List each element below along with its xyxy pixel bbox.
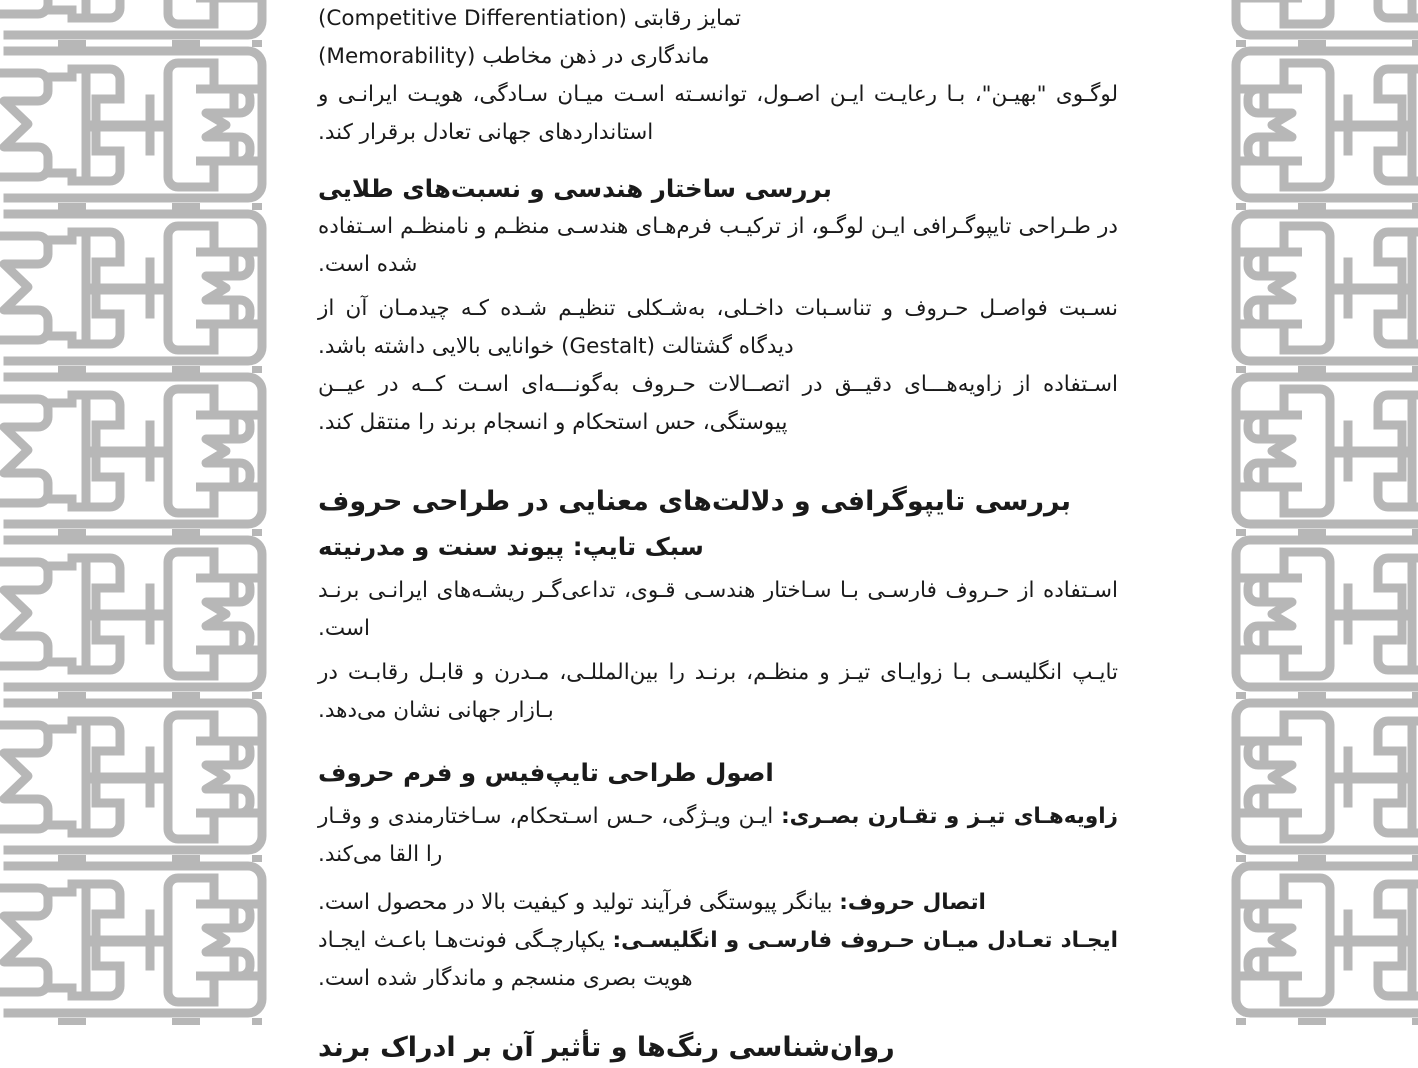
bullet-memorability: ماندگاری در ذهن مخاطب (Memorability) (318, 44, 710, 69)
subheading-type-style: سبک تایپ: پیوند سنت و مدرنیته (318, 532, 704, 561)
list-item-script-balance-label: ایجـاد تعـادل میـان حـروف فارسـی و انگلیسـی: (612, 928, 1118, 953)
document-page (18, 0, 1418, 1063)
list-item-sharp-angles-text: ایـن ویـژگی، حـس اسـتحکام، سـاختارمندی و وقـار را القا می‌کند. (318, 804, 782, 867)
bullet-competitive-differentiation: تمایز رقابتی (Competitive Differentiation) (318, 6, 742, 31)
heading-color-psychology: روان‌شناسی رنگ‌ها و تأثیر آن بر ادراک برند (318, 1032, 895, 1063)
list-item-letter-connection-text: بیانگر پیوستگی فرآیند تولید و کیفیت بالا در محصول است. (318, 890, 840, 915)
paragraph-logo-behin: لوگـوی "بهیـن"، بـا رعایـت ایـن اصـول، توانسـته اسـت میـان سـادگی، هویـت ایرانـی و استانداردهای جهانی تعادل برقرار کند. (318, 82, 1118, 145)
paragraph-style-2: تایـپ انگلیسـی بـا زوایـای تیـز و منظـم، برنـد را بین‌المللـی، مـدرن و قابـل رقابـت در بـازار جهانی نشان می‌دهد. (318, 660, 1118, 723)
subheading-typeface-principles: اصول طراحی تایپ‌فیس و فرم حروف (318, 758, 774, 787)
decorative-pattern-right (1168, 0, 1418, 1000)
list-item-sharp-angles (318, 798, 1118, 874)
article-text-column (318, 0, 1118, 1063)
spacer (318, 874, 1118, 884)
list-item-script-balance-text: یکپارچـگی فونت‌هـا باعـث ایجـاد هویت بصری منسجم و ماندگار شده است. (318, 928, 693, 991)
list-item-sharp-angles-label: زاویه‌هـای تیـز و تقـارن بصـری: (781, 804, 1118, 829)
spacer (318, 442, 1118, 482)
decorative-pattern-left (18, 0, 300, 1000)
list-item-script-balance (318, 922, 1118, 998)
paragraph-geometry-2: نسـبت فواصـل حـروف و تناسـبات داخـلی، به‌شـکلی تنظیـم شـده کـه چیدمـان آن از دیدگاه گشتالت (Gestalt) خوانایی بالایی داشته باشد. (318, 296, 1118, 359)
spacer (318, 730, 1118, 754)
spacer (318, 998, 1118, 1028)
list-item-letter-connection-label: اتصال حروف: (839, 890, 986, 915)
heading-geometric-structure: بررسی ساختار هندسی و نسبت‌های طلایی (318, 174, 832, 203)
list-item-letter-connection (318, 884, 1118, 922)
heading-typography-semantics: بررسی تایپوگرافی و دلالت‌های معنایی در طراحی حروف (318, 486, 1071, 517)
spacer (318, 152, 1118, 170)
paragraph-style-1: اسـتفاده از حـروف فارسـی بـا سـاختار هندسـی قـوی، تداعی‌گـر ریشـه‌های ایرانـی برنـد است. (318, 578, 1118, 641)
paragraph-geometry-3: اسـتفاده از زاویه‌هـــای دقیــق در اتصــالات حـروف به‌گونـــه‌ای اسـت کــه در عیــن پیوستگی، حس استحکام و انسجام برند را منتقل کند. (318, 372, 1118, 435)
paragraph-geometry-1: در طـراحی تایپوگـرافی ایـن لوگـو، از ترکیـب فرم‌هـای هندسـی منظـم و نامنظـم اسـتفاده شده است. (318, 214, 1118, 277)
